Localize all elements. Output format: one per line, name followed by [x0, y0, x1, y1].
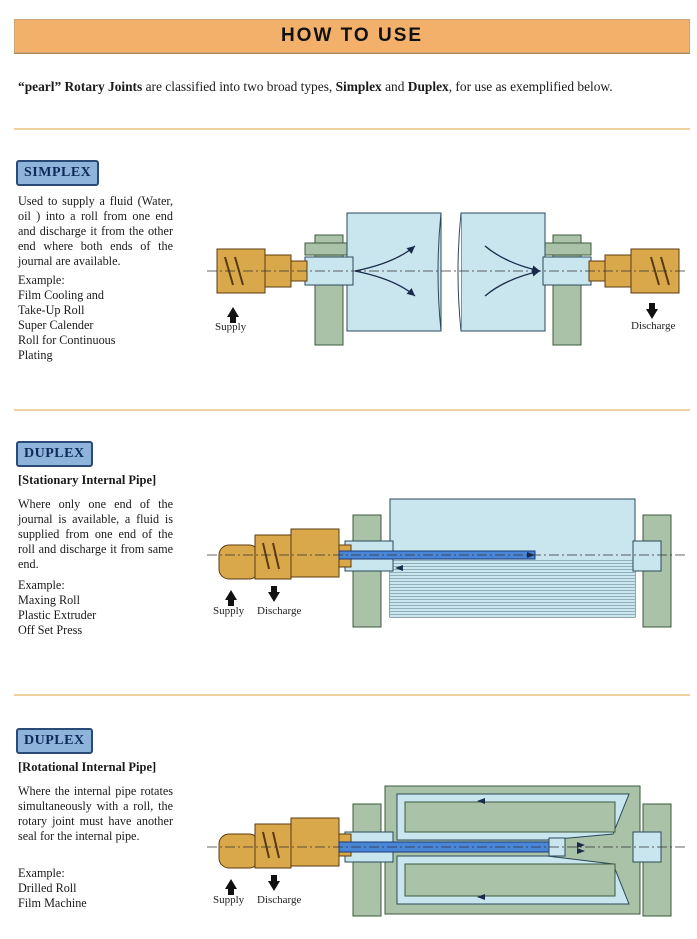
discharge-arrow-icon — [646, 303, 658, 319]
duplex-rotational-subheading: [Rotational Internal Pipe] — [18, 760, 157, 774]
example-item: Roll for Continuous — [18, 333, 116, 347]
duplex-stationary-subheading: [Stationary Internal Pipe] — [18, 473, 157, 487]
duplex-stationary-diagram — [205, 495, 690, 630]
simplex-examples — [18, 273, 178, 363]
supply-arrow-icon — [225, 879, 237, 895]
discharge-label: Discharge — [257, 605, 302, 617]
intro-and: and — [381, 79, 408, 94]
example-item: Off Set Press — [18, 623, 83, 637]
rotary-joint-elbow — [219, 545, 259, 579]
section-divider — [14, 694, 690, 696]
examples-title: Example: — [18, 578, 65, 592]
simplex-description: Used to supply a fluid (Water, oil ) into a roll from one end and discharge it from the other end where both ends of the journal are available. — [18, 194, 173, 268]
page-header-banner — [14, 19, 690, 53]
duplex-stationary-examples — [18, 578, 178, 638]
example-item: Film Machine — [18, 896, 87, 910]
section-divider — [14, 409, 690, 411]
example-item: Plating — [18, 348, 53, 362]
discharge-label: Discharge — [631, 320, 676, 332]
page-title: HOW TO USE — [280, 25, 424, 46]
intro-simplex: Simplex — [335, 79, 382, 94]
duplex-stationary-description: Where only one end of the journal is available, a fluid is supplied from one end of the roll and discharge it from same end. — [18, 497, 173, 571]
supply-label: Supply — [215, 321, 247, 333]
supply-label: Supply — [213, 894, 245, 906]
duplex-rotational-badge: DUPLEX — [16, 728, 93, 754]
discharge-arrow-icon — [268, 586, 280, 602]
example-item: Super Calender — [18, 318, 94, 332]
discharge-arrow-icon — [268, 875, 280, 891]
duplex-rotational-diagram — [205, 782, 690, 920]
examples-title: Example: — [18, 273, 65, 287]
example-item: Drilled Roll — [18, 881, 77, 895]
discharge-label: Discharge — [257, 894, 302, 906]
simplex-badge: SIMPLEX — [16, 160, 99, 186]
rotary-joint-body — [291, 818, 339, 866]
duplex-stationary-badge: DUPLEX — [16, 441, 93, 467]
rotary-joint-body — [291, 529, 339, 577]
intro-text-1: are classified into two broad types, — [142, 79, 336, 94]
intro-text-2: , for use as exemplified below. — [448, 79, 613, 94]
rotary-joint-elbow — [219, 834, 259, 868]
example-item: Maxing Roll — [18, 593, 80, 607]
intro-duplex: Duplex — [407, 79, 449, 94]
example-item: Take-Up Roll — [18, 303, 85, 317]
duplex-rotational-description: Where the internal pipe rotates simultaneously with a roll, the rotary joint must have another seal for the internal pipe. — [18, 784, 173, 843]
intro-brand: “pearl” Rotary Joints — [18, 79, 143, 94]
supply-label: Supply — [213, 605, 245, 617]
intro-paragraph — [18, 79, 690, 95]
section-divider — [14, 128, 690, 130]
roll-body-right — [461, 213, 545, 331]
duplex-rotational-examples — [18, 866, 178, 911]
examples-title: Example: — [18, 866, 65, 880]
supply-arrow-icon — [225, 590, 237, 606]
example-item: Film Cooling and — [18, 288, 104, 302]
simplex-diagram — [205, 205, 690, 350]
example-item: Plastic Extruder — [18, 608, 97, 622]
